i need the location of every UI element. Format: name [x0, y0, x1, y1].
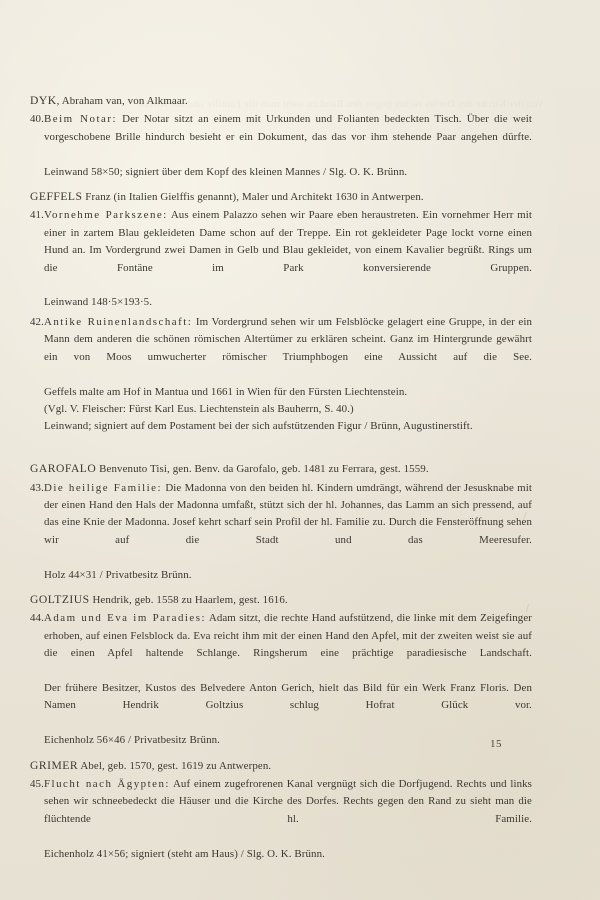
artist-surname: GRIMER	[30, 758, 79, 772]
artist-header	[30, 188, 532, 206]
catalog-entry	[30, 480, 532, 584]
entry-detail: Leinwand 148·5×193·5.	[44, 296, 153, 309]
artist-header	[30, 757, 532, 775]
artist-details: Abel, geb. 1570, gest. 1619 zu Antwerpen.	[78, 759, 272, 772]
entry-number: 43.	[30, 481, 44, 494]
work-title: Vornehme Parkszene:	[44, 209, 168, 222]
work-title: Adam und Eva im Paradies:	[44, 612, 207, 625]
catalog-entry	[30, 314, 532, 453]
work-title: Antike Ruinenlandschaft:	[44, 315, 193, 328]
entry-detail: Geffels malte am Hof in Mantua und 1661 in Wien für den Fürsten Liechtenstein.	[44, 385, 408, 398]
folio-number: 15	[490, 738, 502, 750]
entry-body	[44, 207, 532, 294]
entry-body	[44, 314, 532, 384]
entry-detail: Eichenholz 56×46 / Privatbesitz Brünn.	[44, 734, 220, 747]
entry-number: 45.	[30, 778, 44, 791]
entry-number: 41.	[30, 209, 44, 222]
work-description: Im Vordergrund sehen wir um Felsblöcke gelagert eine Gruppe, in der ein Mann dem anderen die schönen römischen Altertümer zu erklären scheint. Ganz im Hintergrunde gewährt ein von Moos umwucherter römischer Triumphbogen eine Aussicht auf die See.	[44, 315, 533, 363]
entry-body	[44, 480, 532, 567]
artist-surname: GOLTZIUS	[30, 592, 90, 606]
artist-details: Benvenuto Tisi, gen. Benv. da Garofalo, geb. 1481 zu Ferrara, gest. 1559.	[96, 463, 429, 476]
entry-detail: Der frühere Besitzer, Kustos des Belvedere Anton Gerich, hielt das Bild für ein Werk Franz Floris. Den Namen Hendrik Goltzius schlug Hofrat Glück vor.	[44, 682, 532, 712]
artist-details: , Abraham van, von Alkmaar.	[56, 95, 188, 107]
work-description: Aus einem Palazzo sehen wir Paare eben heraustreten. Ein vornehmer Herr mit einer in zartem Blau gekleideten Dame schon auf der Treppe. Ein rot gekleideter Page lockt vorne einen Hund an. Im Vordergrund zwei Damen in Gelb und Blau gekleidet, von einem Kavalier begrüßt. Rings um die Fontäne im Park konversierende Gruppen.	[44, 209, 532, 274]
entry-detail: Eichenholz 41×56; signiert (steht am Haus) / Slg. O. K. Brünn.	[44, 847, 325, 860]
work-description: Der Notar sitzt an einem mit Urkunden und Folianten bedeckten Tisch. Über die weit vorgeschobene Brille hindurch besieht er ein Dokument, das das vor ihm stehende Paar angehen dürfte.	[44, 113, 532, 143]
work-description: Die Madonna von den beiden hl. Kindern umdrängt, während der Jesusknabe mit der einen Hand den Hals der Madonna umfaßt, stützt sich der hl. Johannes, das Lamm an sich pressend, auf das eine Knie der Madonna. Josef kehrt scharf sein Profil der hl. Familie zu. Durch die Fensteröffnung sehen wir auf die Stadt und das Meeresufer.	[44, 481, 532, 546]
artist-surname: DYK	[30, 94, 57, 107]
entry-body	[44, 610, 532, 680]
artist-header	[30, 460, 532, 478]
catalog-entry	[30, 610, 532, 749]
entry-number: 42.	[30, 315, 44, 328]
artist-header	[30, 591, 532, 609]
artist-surname: GAROFALO	[30, 462, 97, 476]
entry-detail: Leinwand; signiert auf dem Postament bei der sich aufstützenden Figur / Brünn, Augustinerstift.	[44, 420, 473, 433]
catalog-entry	[30, 207, 532, 311]
entry-number: 40.	[30, 113, 44, 126]
entry-body	[44, 776, 532, 846]
entry-detail: Holz 44×31 / Privatbesitz Brünn.	[44, 568, 192, 581]
artist-header	[30, 92, 532, 110]
catalog-entry	[30, 776, 532, 863]
entry-detail: Leinwand 58×50; signiert über dem Kopf des kleinen Mannes / Slg. O. K. Brünn.	[44, 165, 408, 178]
page-folio	[0, 738, 600, 750]
artist-details: Hendrik, geb. 1558 zu Haarlem, gest. 1616.	[89, 593, 288, 606]
work-title: Beim Notar:	[44, 113, 117, 126]
artist-details: Franz (in Italien Gielffis genannt), Maler und Architekt 1630 in Antwerpen.	[82, 191, 424, 204]
entry-body	[44, 111, 532, 163]
artist-surname: GEFFELS	[30, 190, 83, 204]
work-description: Adam sitzt, die rechte Hand aufstützend, die linke mit dem Zeigefinger erhoben, auf einen Felsblock da. Eva reicht ihm mit der einen Hand den Apfel, mit der zweiten weist sie auf die einen Apfel haltende Schlange. Ringsherum eine prächtige paradiesische Landschaft.	[44, 612, 532, 660]
work-description: Auf einem zugefrorenen Kanal vergnügt sich die Dorfjugend. Rechts und links sehen wir schneebedeckt die Häuser und die Kirche des Dorfes. Rechts gegen den Rand zu sieht man die flüchtende hl. Familie.	[44, 778, 532, 825]
entry-number: 44.	[30, 612, 44, 625]
work-title: Flucht nach Ägypten:	[44, 778, 170, 791]
entry-detail: (Vgl. V. Fleischer: Fürst Karl Eus. Liechtenstein als Bauherrn, S. 40.)	[44, 402, 354, 415]
work-title: Die heilige Familie:	[44, 481, 163, 494]
catalog-entry	[30, 111, 532, 181]
